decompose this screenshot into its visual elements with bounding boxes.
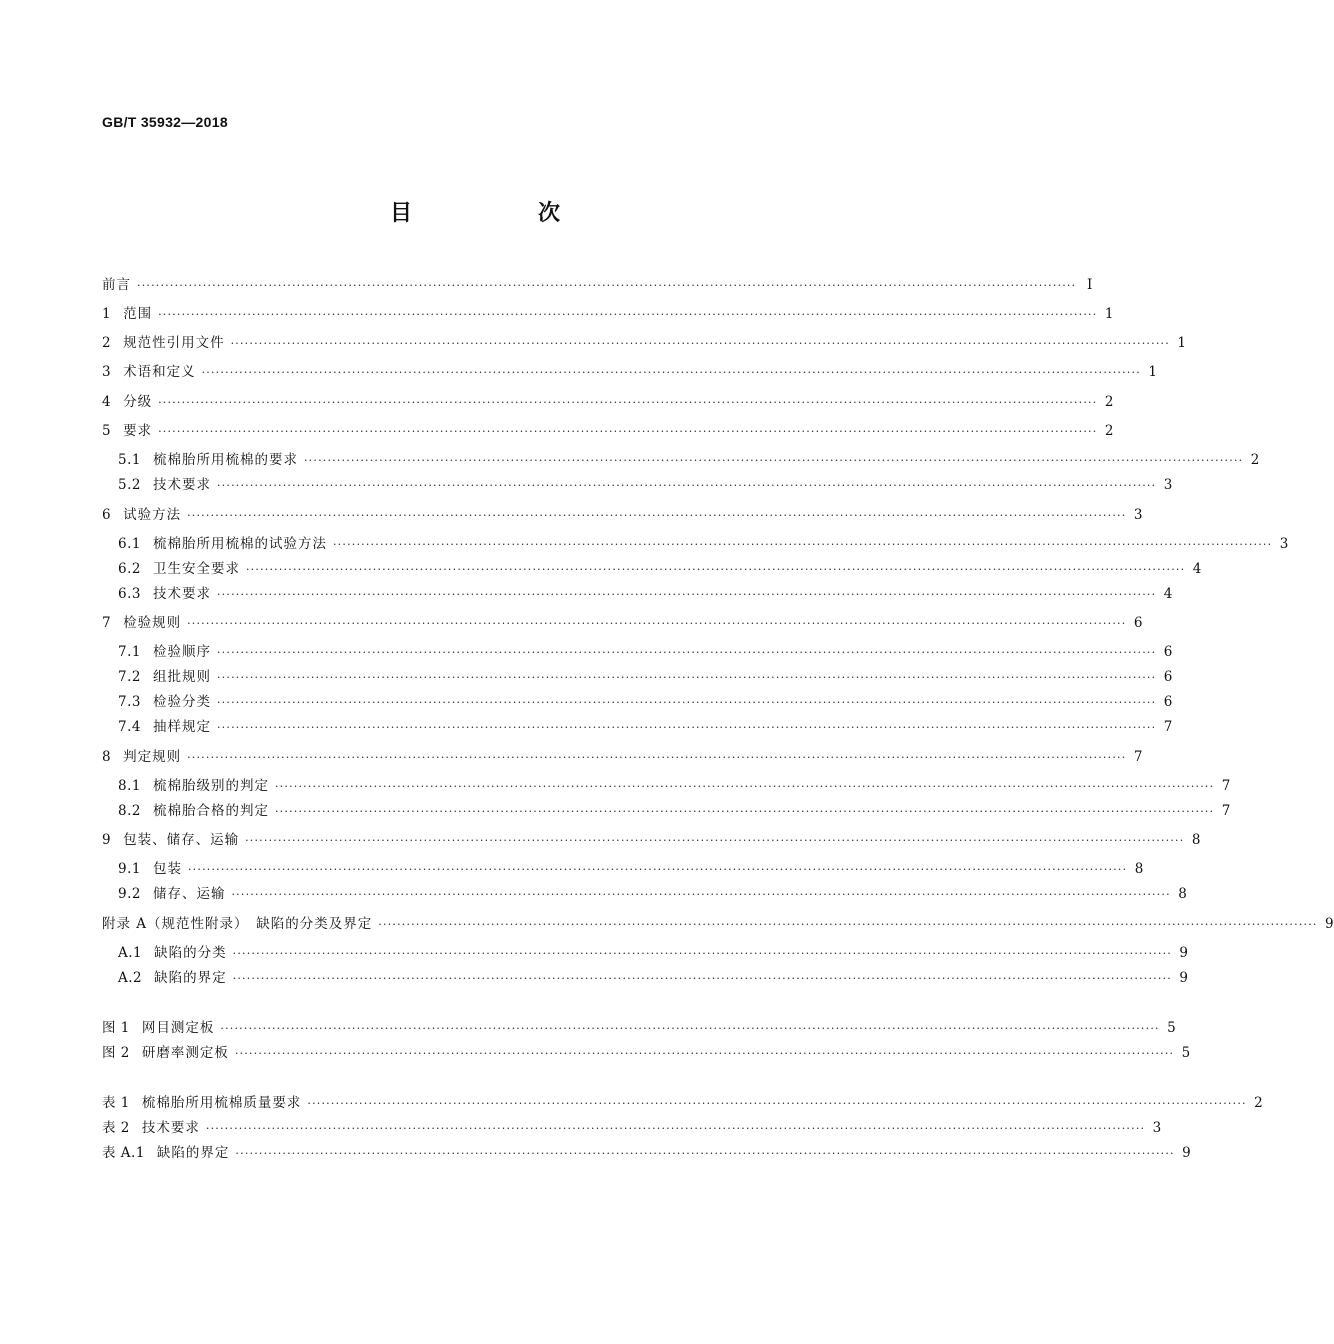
- toc-entry-page: 9: [1179, 945, 1188, 961]
- toc-entry-label: [102, 333, 225, 353]
- toc-entry-page: 8: [1191, 832, 1201, 848]
- toc-entry-page: 9: [1179, 970, 1188, 986]
- toc-entry-page: 2: [1104, 394, 1114, 410]
- toc-entry-text: 判定规则: [123, 749, 182, 765]
- toc-entry-page: 7: [1163, 719, 1173, 735]
- toc-entry-text: 包装: [152, 861, 182, 877]
- toc-entry-label: [102, 275, 131, 295]
- toc-entry-page: 1: [1148, 364, 1157, 380]
- toc-entry-text: 缺陷的界定: [154, 970, 227, 986]
- toc-entry-text: 术语和定义: [123, 364, 196, 380]
- toc-entry[interactable]: [118, 584, 1173, 604]
- dot-leader: ········································································································································································································: [187, 617, 1127, 630]
- toc-entry-label: [118, 534, 327, 554]
- toc-entry-number: 4: [102, 394, 112, 410]
- toc-entry-text: 梳棉胎级别的判定: [152, 778, 269, 794]
- dot-leader: ········································································································································································································: [307, 1097, 1247, 1110]
- toc-entry[interactable]: [118, 692, 1173, 712]
- toc-entry-text: 技术要求: [141, 1120, 200, 1136]
- dot-leader: ········································································································································································································: [158, 425, 1098, 438]
- toc-entry[interactable]: [118, 859, 1144, 879]
- toc-entry-number: 图 1: [102, 1020, 130, 1036]
- toc-entry-label: [118, 667, 211, 687]
- toc-entry-text: 梳棉胎合格的判定: [152, 803, 269, 819]
- dot-leader: ········································································································································································································: [232, 947, 1172, 960]
- toc-entry-page: 9: [1325, 916, 1334, 932]
- toc-entry[interactable]: [102, 333, 1186, 353]
- toc-entry-text: 试验方法: [123, 507, 182, 523]
- toc-entry-label: [102, 1093, 301, 1113]
- toc-entry-text: 检验顺序: [152, 644, 211, 660]
- toc-entry-text: 缺陷的分类: [154, 945, 227, 961]
- toc-entry[interactable]: [102, 304, 1114, 324]
- dot-leader: ········································································································································································································: [158, 308, 1098, 321]
- toc-entry-number: 7.4: [118, 719, 141, 735]
- toc-entry-label: [102, 1043, 229, 1063]
- toc-entry-text: 梳棉胎所用梳棉的要求: [152, 452, 298, 468]
- toc-entry-number: 5.1: [118, 452, 141, 468]
- toc-entry-label: [118, 776, 269, 796]
- toc-entry-page: 7: [1221, 803, 1231, 819]
- toc-entry-number: 表 1: [102, 1095, 130, 1111]
- toc-entry-label: [118, 692, 211, 712]
- toc-entry-number: 表 2: [102, 1120, 130, 1136]
- toc-entry[interactable]: [118, 884, 1187, 904]
- toc-entry-number: A.2: [118, 970, 143, 986]
- toc-entry-page: 1: [1177, 335, 1186, 351]
- toc-entry-text: 研磨率测定板: [141, 1045, 229, 1061]
- toc-entry-page: 3: [1133, 507, 1143, 523]
- dot-leader: ········································································································································································································: [220, 1022, 1160, 1035]
- dot-leader: ········································································································································································································: [231, 888, 1171, 901]
- dot-leader: ········································································································································································································: [158, 396, 1098, 409]
- toc-entry-text: 缺陷的界定: [156, 1145, 230, 1161]
- toc-entry-label: [102, 613, 181, 633]
- toc-entry-number: 8.2: [118, 803, 141, 819]
- toc-entry-label: [102, 304, 152, 324]
- toc-entry-page: 5: [1167, 1020, 1176, 1036]
- toc-entry[interactable]: [118, 559, 1202, 579]
- toc-entry-number: 表 A.1: [102, 1145, 145, 1161]
- toc-entry-label: [102, 505, 181, 525]
- toc-entry-label: [102, 421, 152, 441]
- dot-leader: ········································································································································································································: [216, 721, 1157, 734]
- toc-entry-number: 6.3: [118, 586, 141, 602]
- toc-entry-page: 3: [1279, 536, 1289, 552]
- toc-entry-number: 6: [102, 507, 112, 523]
- dot-leader: ········································································································································································································: [216, 646, 1157, 659]
- dot-leader: ········································································································································································································: [216, 696, 1157, 709]
- toc-entry-label: [102, 830, 239, 850]
- toc-entry-label: [118, 450, 298, 470]
- dot-leader: ········································································································································································································: [235, 1147, 1175, 1160]
- toc-entry-number: 3: [102, 364, 112, 380]
- toc-entry-page: 2: [1250, 452, 1260, 468]
- dot-leader: ········································································································································································································: [303, 454, 1244, 467]
- toc-entry[interactable]: [102, 1018, 1176, 1038]
- toc-entry-text: 范围: [123, 306, 153, 322]
- toc-entry-label: [102, 362, 196, 382]
- dot-leader: ········································································································································································································: [234, 1047, 1175, 1060]
- toc-entry-label: [102, 914, 372, 934]
- toc-entry[interactable]: [118, 667, 1173, 687]
- toc-entry-page: 6: [1163, 669, 1173, 685]
- toc-entry-text: 梳棉胎所用梳棉质量要求: [141, 1095, 302, 1111]
- toc-entry-text: 规范性引用文件: [123, 335, 225, 351]
- toc-entry-page: 3: [1163, 477, 1173, 493]
- toc-entry[interactable]: [102, 505, 1143, 525]
- toc-entry-number: 7: [102, 615, 112, 631]
- toc-entry-number: 9: [102, 832, 112, 848]
- toc-entry-number: 7.3: [118, 694, 141, 710]
- toc-entry[interactable]: [102, 747, 1143, 767]
- toc-entry-page: 9: [1182, 1145, 1191, 1161]
- toc-entry-number: 9.2: [118, 886, 141, 902]
- dot-leader: ········································································································································································································: [274, 780, 1215, 793]
- toc-entry-page: 1: [1104, 306, 1114, 322]
- toc-entry-page: 3: [1152, 1120, 1162, 1136]
- toc-entry-number: 9.1: [118, 861, 141, 877]
- toc-entry-number: 5: [102, 423, 112, 439]
- page-title: 目 次: [389, 201, 612, 226]
- toc-entry[interactable]: [118, 642, 1173, 662]
- toc-entry[interactable]: [102, 421, 1114, 441]
- toc-entry-label: [102, 1143, 229, 1163]
- toc-entry[interactable]: [118, 776, 1231, 796]
- toc-entry-page: 8: [1134, 861, 1144, 877]
- toc-entry-page: 4: [1163, 586, 1173, 602]
- toc-entry-page: 8: [1178, 886, 1187, 902]
- toc-entry[interactable]: [102, 613, 1143, 633]
- toc-entry-number: 2: [102, 335, 112, 351]
- toc-entry-page: 6: [1163, 644, 1173, 660]
- toc-entry[interactable]: [102, 830, 1201, 850]
- toc-entry[interactable]: [118, 801, 1231, 821]
- toc-entry-label: [118, 884, 225, 904]
- dot-leader: ········································································································································································································: [245, 563, 1186, 576]
- toc-entry-label: [118, 642, 211, 662]
- toc-entry-text: 包装、储存、运输: [123, 832, 240, 848]
- toc-entry-page: 6: [1133, 615, 1143, 631]
- toc-entry-label: [118, 943, 227, 963]
- toc-entry-number: 6.2: [118, 561, 141, 577]
- toc-entry-label: [102, 1018, 214, 1038]
- toc-entry-page: 7: [1221, 778, 1231, 794]
- toc-entry-number: 7.2: [118, 669, 141, 685]
- toc-entry-text: 检验规则: [123, 615, 182, 631]
- toc-entry-number: A.1: [118, 945, 143, 961]
- toc-entry-label: [118, 584, 211, 604]
- toc-entry-page: 2: [1254, 1095, 1263, 1111]
- dot-leader: ········································································································································································································: [378, 918, 1318, 931]
- standard-code: GB/T 35932—2018: [102, 114, 228, 130]
- toc-entry-label: [102, 392, 152, 412]
- toc-entry-number: 8.1: [118, 778, 141, 794]
- toc-entry-label: [102, 1118, 200, 1138]
- toc-entry-text: 梳棉胎所用梳棉的试验方法: [152, 536, 327, 552]
- dot-leader: ········································································································································································································: [216, 588, 1157, 601]
- toc-entry-label: [118, 801, 269, 821]
- toc-entry[interactable]: [118, 534, 1289, 554]
- dot-leader: ········································································································································································································: [230, 337, 1170, 350]
- toc-entry-label: [118, 717, 211, 737]
- toc-entry-number: 1: [102, 306, 112, 322]
- toc-entry-page: 5: [1181, 1045, 1191, 1061]
- dot-leader: ········································································································································································································: [216, 479, 1157, 492]
- toc-entry-text: 前言: [102, 277, 131, 293]
- dot-leader: ········································································································································································································: [137, 279, 1077, 292]
- toc-entry[interactable]: [118, 943, 1188, 963]
- dot-leader: ········································································································································································································: [216, 671, 1157, 684]
- toc-entry-text: 分级: [123, 394, 153, 410]
- toc-entry-text: 要求: [123, 423, 153, 439]
- toc-entry-text: 抽样规定: [152, 719, 211, 735]
- toc-entry-text: 网目测定板: [141, 1020, 215, 1036]
- toc-entry-label: [102, 747, 181, 767]
- toc-entry-label: [118, 968, 227, 988]
- toc-entry-page: 4: [1192, 561, 1202, 577]
- toc-entry-page: 2: [1104, 423, 1114, 439]
- toc-entry[interactable]: [102, 1143, 1191, 1163]
- toc-entry-number: 6.1: [118, 536, 141, 552]
- dot-leader: ········································································································································································································: [205, 1122, 1146, 1135]
- toc-entry-text: 检验分类: [152, 694, 211, 710]
- dot-leader: ········································································································································································································: [245, 834, 1185, 847]
- dot-leader: ········································································································································································································: [274, 805, 1215, 818]
- toc-entry[interactable]: [102, 1118, 1162, 1138]
- dot-leader: ········································································································································································································: [187, 751, 1127, 764]
- dot-leader: ········································································································································································································: [232, 972, 1172, 985]
- toc-entry-text: 卫生安全要求: [152, 561, 240, 577]
- toc-entry[interactable]: [102, 275, 1093, 295]
- toc-entry-label: [118, 475, 211, 495]
- toc-entry-number: 8: [102, 749, 112, 765]
- toc-entry-page: Ⅰ: [1086, 277, 1093, 293]
- toc-entry[interactable]: [102, 1093, 1263, 1113]
- toc-entry-label: [118, 859, 182, 879]
- toc-entry-number: 5.2: [118, 477, 141, 493]
- toc-entry-text: 组批规则: [152, 669, 211, 685]
- toc-entry[interactable]: [102, 914, 1334, 934]
- toc-entry-page: 7: [1133, 749, 1143, 765]
- toc-entry-page: 6: [1163, 694, 1173, 710]
- dot-leader: ········································································································································································································: [187, 863, 1128, 876]
- toc-entry[interactable]: [118, 968, 1188, 988]
- toc-entry-number: 7.1: [118, 644, 141, 660]
- toc-entry-label: [118, 559, 240, 579]
- toc-entry-number: 图 2: [102, 1045, 130, 1061]
- toc-entry[interactable]: [118, 475, 1173, 495]
- dot-leader: ········································································································································································································: [332, 538, 1273, 551]
- toc-entry[interactable]: [102, 392, 1114, 412]
- dot-leader: ········································································································································································································: [187, 509, 1127, 522]
- toc-entry[interactable]: [102, 362, 1157, 382]
- toc-entry[interactable]: [102, 1043, 1191, 1063]
- toc-entry-text: 技术要求: [152, 586, 211, 602]
- toc-entry-text: 附录 A（规范性附录） 缺陷的分类及界定: [102, 916, 373, 932]
- toc-entry-text: 储存、运输: [152, 886, 226, 902]
- dot-leader: ········································································································································································································: [201, 366, 1141, 379]
- toc-entry[interactable]: [118, 450, 1260, 470]
- toc-entry[interactable]: [118, 717, 1173, 737]
- toc-entry-text: 技术要求: [152, 477, 211, 493]
